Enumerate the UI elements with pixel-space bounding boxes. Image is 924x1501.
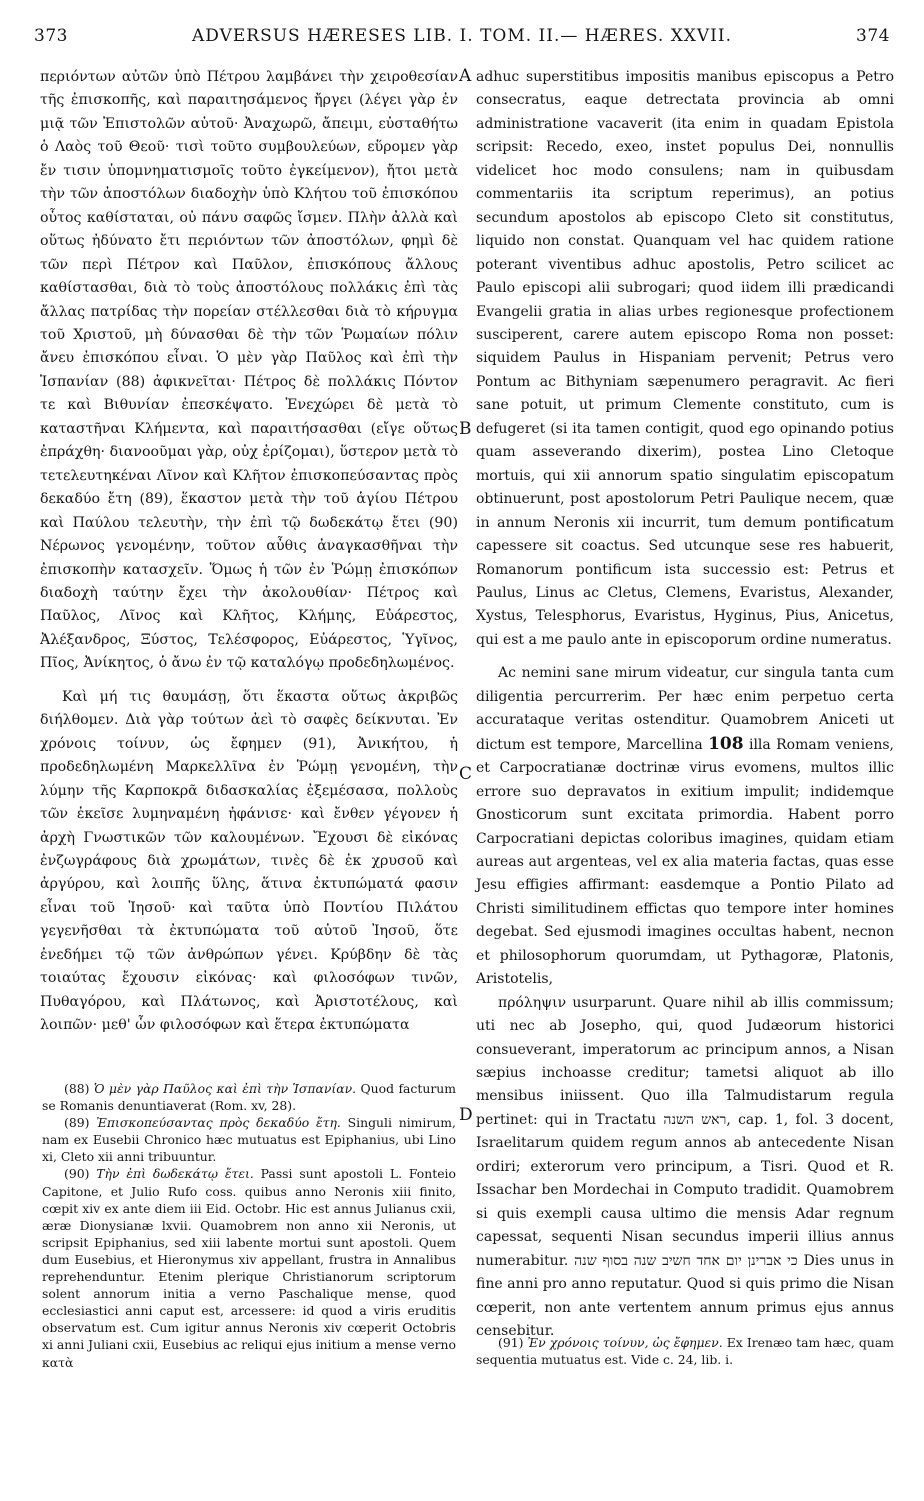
- bold-page-number: 108: [708, 733, 744, 754]
- margin-letter-c: C: [459, 764, 473, 784]
- greek-word-prolepsin: πρόληψιν: [498, 994, 567, 1011]
- latin-paragraph-2-start: Ac nemini sane mirum videatur, cur singula tanta cum diligentia percurrerim. Per hæc enim perpetuo certa accurataque veritas ostenditur. Quamobrem Aniceti ut dictum est tempore, Marcellina: [476, 665, 894, 753]
- page-number-right: 374: [856, 26, 890, 46]
- latin-continuation: [476, 992, 894, 1344]
- footnotes-left: [42, 1080, 456, 1490]
- footnote-91: [476, 1334, 894, 1368]
- latin-paragraph-2: [476, 662, 894, 991]
- latin-continuation-text: usurparunt. Quare nihil ab illis commissum; uti nec ab Josepho, qui, quod Judæorum historici consueverant, imperatorum ac principum annos, a Nisan sæpius inchoasse creditur; tametsi aliquot ab illo mensibus iniissent. Quo illa Talmudistarum regula pertinet: qui in Tractatu ראש השנה, cap. 1, fol. 3 docent, Israelitarum quidem regum annos ab antecedente Nisan ordiri; exterorum vero principum, a Tisri. Quod et R. Issachar ben Mordechai in Computo tradidit. Quamobrem si quis exempli causa ultimo die mensis Adar regnum capessat, sequenti Nisan secundus imperii illius annus numerabitur. כי אברינן יום אחד חשיב שנה בסוף שנה Dies unus in fine anni pro anno reputatur. Quod si quis primo die Nisan cœperit, non ante vertentem annum primus ejus annus censebitur.: [476, 994, 894, 1340]
- greek-paragraph-1: περιόντων αὐτῶν ὑπὸ Πέτρου λαμβάνει τὴν χειροθεσίαν τῆς ἐπισκοπῆς, καὶ παραιτησάμενος ἤργει (λέγει γὰρ ἐν μιᾷ τῶν Ἐπιστολῶν αὐτοῦ· Ἀναχωρῶ, ἄπειμι, εὐσταθήτω ὁ Λαὸς τοῦ Θεοῦ· τισὶ τοῦτο συμβουλεύων, εὕρομεν γὰρ ἔν τισιν ὑπομνηματισμοῖς τοῦτο ἐγκείμενον), ἤτοι μετὰ τὴν τῶν ἀποστόλων διαδοχὴν ὑπὸ Κλήτου τοῦ ἐπισκόπου οὗτος καθίσταται, οὐ πάνυ σαφῶς ἴσμεν. Πλὴν ἀλλὰ καὶ οὕτως ἠδύνατο ἔτι περιόντων τῶν ἀποστόλων, φημὶ δὲ τῶν περὶ Πέτρον καὶ Παῦλον, ἐπισκόπους ἄλλους καθίστασθαι, διὰ τὸ τοὺς ἀποστόλους πολλάκις ἐπὶ τὰς ἄλλας πατρίδας τὴν πορείαν στέλλεσθαι διὰ τὸ κήρυγμα τοῦ Χριστοῦ, μὴ δύνασθαι δὲ τὴν τῶν Ῥωμαίων πόλιν ἄνευ ἐπισκόπου εἶναι. Ὁ μὲν γὰρ Παῦλος καὶ ἐπὶ τὴν Ἱσπανίαν (88) ἀφικνεῖται· Πέτρος δὲ πολλάκις Πόντον τε καὶ Βιθυνίαν ἐπεσκέψατο. Ἐνεχώρει δὲ μετὰ τὸ καταστῆναι Κλήμεντα, καὶ παραιτήσασθαι (εἴγε οὕτως ἐπράχθη· διανοοῦμαι γὰρ, οὐχ ἐρίζομαι), ὕστερον μετὰ τὸ τετελευτηκέναι Λῖνον καὶ Κλῆτον ἐπισκοπεύσαντας πρὸς δεκαδύο ἔτη (89), ἕκαστον μετὰ τὴν τοῦ ἁγίου Πέτρου καὶ Παύλου τελευτὴν, τὴν ἐπὶ τῷ δωδεκάτῳ ἔτει (90) Νέρωνος γενομένην, τοῦτον αὖθις ἀναγκασθῆναι τὴν ἐπισκοπὴν κατασχεῖν. Ὅμως ἡ τῶν ἐν Ῥώμῃ ἐπισκόπων διαδοχὴ ταύτην ἔχει τὴν ἀκολουθίαν· Πέτρος καὶ Παῦλος, Λῖνος καὶ Κλῆτος, Κλήμης, Εὐάρεστος, Ἀλέξανδρος, Ξύστος, Τελέσφορος, Εὐάρεστος, Ὑγῖνος, Πῖος, Ἀνίκητος, ὁ ἄνω ἐν τῷ καταλόγῳ προδεδηλωμένος.: [40, 69, 458, 672]
- footnotes-right: [476, 1334, 894, 1494]
- footnote-heading: Ὁ μὲν γὰρ Παῦλος καὶ ἐπὶ τὴν Ἱσπανίαν.: [93, 1081, 357, 1096]
- footnote-number: (91): [498, 1335, 524, 1350]
- greek-column: [40, 66, 458, 1076]
- latin-paragraph-2-end: illa Romam veniens, et Carpocratianæ doctrinæ virus evomens, multos illic errore suo depravatos in exitium impulit; indidemque Gnosticorum sunt excitata primordia. Habent porro Carpocratiani depictas coloribus imagines, quidam etiam aureas aut argenteas, vel ex alia materia factas, quas esse Jesu effigies affirmant: easdemque a Pontio Pilato ad Christi similitudinem effictas quo tempore inter homines degebat. Sed ejusmodi imagines occultas habent, necnon et philosophorum quorumdam, ut Pythagoræ, Platonis, Aristotelis,: [476, 736, 894, 988]
- footnote-heading: Ἐν χρόνοις τοίνυν, ὡς ἔφημεν.: [527, 1335, 723, 1350]
- margin-letter-d: D: [459, 1105, 473, 1125]
- footnote-text: Passi sunt apostoli L. Fonteio Capitone, et Julio Rufo coss. quibus anno Neronis xiii finito, cœpit xiv ex ante diem iii Eid. Octobr. Hic est annus Julianus cxii, æræ Dionysianæ lxvii. Quamobrem non anno xii Neronis, ut scripsit Epiphanius, sed xiii labente mortui sunt apostoli. Quem dum Eusebius, et Hieronymus xiv appellant, frustra in Annalibus reprehenduntur. Etenim plerique Christianorum scriptorum solent annorum initia a verno Paschalique mense, quod ecclesiastici anni caput est, arcessere: id quod a viris eruditis observatum est. Cum igitur annus Neronis xiv cœperit Octobris xi anni Juliani cxii, Eusebius ac reliqui ejus initium a mense verno κατὰ: [42, 1166, 456, 1370]
- margin-letter-a: A: [459, 66, 472, 86]
- running-header: [34, 26, 890, 52]
- running-title: ADVERSUS HÆRESES LIB. I. TOM. II.— HÆRES. XXVII.: [191, 26, 733, 46]
- footnote-88: [42, 1080, 456, 1114]
- footnote-number: (89): [64, 1115, 90, 1131]
- footnote-number: (88): [64, 1081, 90, 1096]
- page-number-left: 373: [34, 26, 68, 46]
- footnote-text: Singuli nimirum, nam ex Eusebii Chronico hæc mutuatus est Epiphanius, ubi Lino xi, Cleto xii anni tribuuntur.: [42, 1115, 456, 1165]
- footnote-89: [42, 1114, 456, 1165]
- latin-paragraph-1: adhuc superstitibus impositis manibus episcopus a Petro consecratus, eaque detrectata provincia ab omni administratione vacaverit (ita enim in quadam Epistola scripsit: Recedo, exeo, instet populus Dei, nonnullis videlicet hoc modo consulens; nam in quibusdam commentariis ita scriptum reperimus), an potius secundum apostolos ab episcopo Cleto sit constitutus, liquido non constat. Quanquam vel hac quidem ratione poterant viventibus adhuc apostolis, Petro scilicet ac Paulo episcopi alii subrogari; quod iidem illi prædicandi Evangelii gratia in alias urbes regionesque profectionem susciperent, carere autem episcopo Roma non posset: siquidem Paulus in Hispaniam pervenit; Petrus vero Pontum ac Bithyniam sæpenumero peragravit. Ac fieri sane potuit, ut primum Clemente constituto, cum is defugeret (si ita tamen contigit, quod ego opinando potius quam asseverando dixerim), postea Lino Cletoque mortuis, qui xii annorum spatio singulatim episcopatum obtinuerunt, post apostolorum Petri Paulique necem, quæ in annum Neronis xii incurrit, tum demum pontificatum capessere sit coactus. Sed utcunque sese res habuerit, Romanorum pontificum ista successio est: Petrus et Paulus, Linus ac Cletus, Clemens, Evaristus, Alexander, Xystus, Telesphorus, Evaristus, Hyginus, Pius, Anicetus, qui est a me paulo ante in episcoporum ordine numeratus.: [476, 69, 894, 648]
- greek-paragraph-2: Καὶ μή τις θαυμάσῃ, ὅτι ἕκαστα οὕτως ἀκριβῶς διήλθομεν. Διὰ γὰρ τούτων ἀεὶ τὸ σαφὲς δείκνυται. Ἐν χρόνοις τοίνυν, ὡς ἔφημεν (91), Ἀνικήτου, ἡ προδεδηλωμένη Μαρκελλῖνα ἐν Ῥώμῃ γενομένη, τὴν λύμην τῆς Καρποκρᾶ διδασκαλίας ἐξεμέσασα, πολλοὺς τῶν ἐκεῖσε λυμηναμένη ἠφάνισε· καὶ ἔνθεν γέγονεν ἡ ἀρχὴ Γνωστικῶν τῶν καλουμένων. Ἔχουσι δὲ εἰκόνας ἐνζωγράφους διὰ χρωμάτων, τινὲς δὲ ἐκ χρυσοῦ καὶ ἀργύρου, καὶ λοιπῆς ὕλης, ἅτινα ἐκτυπώματά φασιν εἶναι τοῦ Ἰησοῦ· καὶ ταῦτα ὑπὸ Ποντίου Πιλάτου γεγενῆσθαι τὰ ἐκτυπώματα τοῦ αὐτοῦ Ἰησοῦ, ὅτε ἐνεδήμει τῷ τῶν ἀνθρώπων γένει. Κρύβδην δὲ τὰς τοιαύτας ἔχουσιν εἰκόνας· καὶ φιλοσόφων τινῶν, Πυθαγόρου, καὶ Πλάτωνος, καὶ Ἀριστοτέλους, καὶ λοιπῶν· μεθ' ὧν φιλοσόφων καὶ ἕτερα ἐκτυπώματα: [40, 688, 458, 1034]
- footnote-text: Ex Irenæo tam hæc, quam sequentia mutuatus est. Vide c. 24, lib. i.: [476, 1335, 894, 1368]
- margin-letter-b: B: [459, 419, 472, 439]
- footnote-heading: Ἐπισκοπεύσαντας πρὸς δεκαδύο ἔτη.: [96, 1115, 341, 1131]
- footnote-number: (90): [64, 1166, 90, 1182]
- footnote-90: [42, 1165, 456, 1370]
- footnote-heading: Τὴν ἐπὶ δωδεκάτῳ ἔτει.: [96, 1166, 254, 1182]
- latin-column: [476, 66, 894, 1340]
- footnote-text: Quod facturum se Romanis denuntiaverat (Rom. xv, 28).: [42, 1081, 456, 1114]
